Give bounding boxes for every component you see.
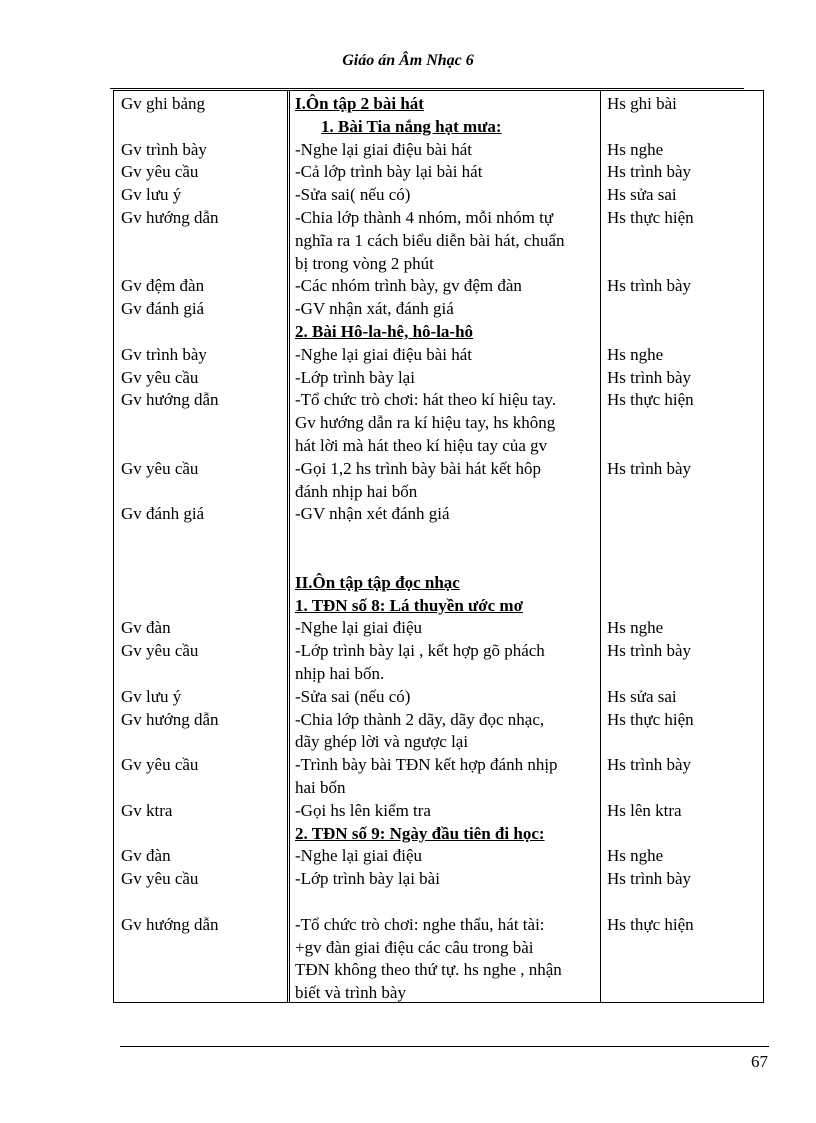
student-cell: Hs sửa sai [607, 686, 677, 706]
content-cell: -Chia lớp thành 2 dãy, dãy đọc nhạc, [295, 709, 545, 729]
content-cell: nhịp hai bốn. [295, 664, 385, 683]
page-header-title: Giáo án Âm Nhạc 6 [342, 52, 474, 69]
header-divider [110, 88, 744, 89]
student-cell: Hs nghe [607, 846, 664, 866]
content-cell: +gv đàn giai điệu các câu trong bài [295, 937, 534, 957]
student-cell: Hs trình bày [607, 458, 692, 478]
student-cell: Hs trình bày [607, 869, 692, 889]
column-divider-2 [600, 91, 601, 1002]
student-cell: Hs nghe [607, 618, 664, 638]
student-cell: Hs nghe [607, 139, 664, 159]
page-number: 67 [751, 1052, 768, 1071]
subsection-heading: 2. Bài Hô-la-hê, hô-la-hô [295, 322, 474, 341]
teacher-cell: Gv yêu cầu [121, 458, 199, 478]
teacher-cell: Gv đánh giá [121, 299, 205, 319]
content-cell: -Nghe lại giai điệu [295, 846, 422, 866]
teacher-cell: Gv hướng dẫn [121, 208, 219, 227]
teacher-cell: Gv hướng dẫn [121, 390, 219, 410]
content-cell: -Cả lớp trình bày lại bài hát [295, 162, 483, 182]
student-cell: Hs sửa sai [607, 185, 677, 205]
content-cell: -Nghe lại giai điệu [295, 618, 422, 638]
student-cell: Hs ghi bài [607, 94, 677, 113]
lesson-table [113, 90, 764, 1003]
student-cell: Hs trình bày [607, 641, 692, 661]
content-cell: -Gọi 1,2 hs trình bày bài hát kết hôp [295, 458, 541, 478]
content-cell: -Lớp trình bày lại , kết hợp gõ phách [295, 641, 545, 661]
teacher-cell: Gv yêu cầu [121, 367, 199, 387]
teacher-cell: Gv đệm đàn [121, 276, 205, 296]
content-cell: nghĩa ra 1 cách biểu diễn bài hát, chuẩn [295, 230, 565, 250]
teacher-cell: Gv ktra [121, 800, 173, 820]
teacher-cell: Gv lưu ý [121, 686, 182, 706]
teacher-cell: Gv đàn [121, 846, 171, 866]
content-cell: hai bốn [295, 778, 346, 797]
teacher-cell: Gv yêu cầu [121, 162, 199, 182]
teacher-cell: Gv yêu cầu [121, 641, 199, 661]
section-heading: II.Ôn tập tập đọc nhạc [295, 572, 460, 592]
column-divider-1 [287, 91, 288, 1002]
column-divider-1-double [289, 91, 290, 1002]
content-cell: -Nghe lại giai điệu bài hát [295, 139, 473, 159]
teacher-cell: Gv trình bày [121, 139, 207, 159]
student-cell: Hs nghe [607, 344, 664, 364]
content-cell: -Lớp trình bày lại [295, 367, 415, 387]
content-cell: -GV nhận xát, đánh giá [295, 299, 454, 319]
content-cell: -Trình bày bài TĐN kết hợp đánh nhịp [295, 755, 558, 775]
content-cell: -Tổ chức trò chơi: nghe thẩu, hát tài: [295, 914, 545, 934]
student-cell: Hs trình bày [607, 755, 692, 775]
subsection-heading: 2. TĐN số 9: Ngày đầu tiên đi học: [295, 823, 545, 843]
footer-divider [120, 1046, 769, 1047]
content-cell: -Gọi hs lên kiểm tra [295, 800, 431, 820]
student-cell: Hs thực hiện [607, 390, 694, 410]
subsection-heading: 1. TĐN số 8: Lá thuyền ước mơ [295, 595, 524, 615]
content-cell: biết và trình bày [295, 983, 406, 1003]
teacher-cell: Gv yêu cầu [121, 869, 199, 889]
student-cell: Hs thực hiện [607, 914, 694, 934]
student-cell: Hs trình bày [607, 367, 692, 387]
content-cell: -Sửa sai (nếu có) [295, 686, 411, 706]
content-cell: Gv hướng dẫn ra kí hiệu tay, hs không [295, 413, 556, 433]
teacher-cell: Gv đánh giá [121, 504, 205, 524]
student-cell: Hs trình bày [607, 276, 692, 296]
content-cell: -Các nhóm trình bày, gv đệm đàn [295, 276, 522, 296]
subsection-heading: 1. Bài Tia nắng hạt mưa: [321, 116, 502, 136]
content-cell: TĐN không theo thứ tự. hs nghe , nhận [295, 960, 562, 980]
teacher-cell: Gv lưu ý [121, 185, 182, 205]
content-cell: dãy ghép lời và ngược lại [295, 732, 469, 752]
teacher-cell: Gv ghi bảng [121, 94, 206, 113]
content-cell: -Chia lớp thành 4 nhóm, mỗi nhóm tự [295, 208, 554, 227]
content-cell: -Tổ chức trò chơi: hát theo kí hiệu tay. [295, 390, 557, 410]
student-cell: Hs thực hiện [607, 709, 694, 729]
student-cell: Hs trình bày [607, 162, 692, 182]
teacher-cell: Gv hướng dẫn [121, 709, 219, 729]
content-cell: bị trong vòng 2 phút [295, 253, 434, 273]
student-cell: Hs thực hiện [607, 208, 694, 227]
teacher-cell: Gv hướng dẫn [121, 914, 219, 934]
teacher-cell: Gv trình bày [121, 344, 207, 364]
teacher-cell: Gv yêu cầu [121, 755, 199, 775]
content-cell: đánh nhịp hai bốn [295, 481, 418, 501]
content-cell: -GV nhận xét đánh giá [295, 504, 450, 524]
content-cell: -Sửa sai( nếu có) [295, 185, 411, 205]
content-cell: -Lớp trình bày lại bài [295, 869, 440, 889]
student-cell: Hs lên ktra [607, 800, 682, 820]
content-cell: -Nghe lại giai điệu bài hát [295, 344, 473, 364]
content-cell: hát lời mà hát theo kí hiệu tay của gv [295, 436, 548, 455]
teacher-cell: Gv đàn [121, 618, 171, 638]
section-heading: I.Ôn tập 2 bài hát [295, 94, 424, 113]
